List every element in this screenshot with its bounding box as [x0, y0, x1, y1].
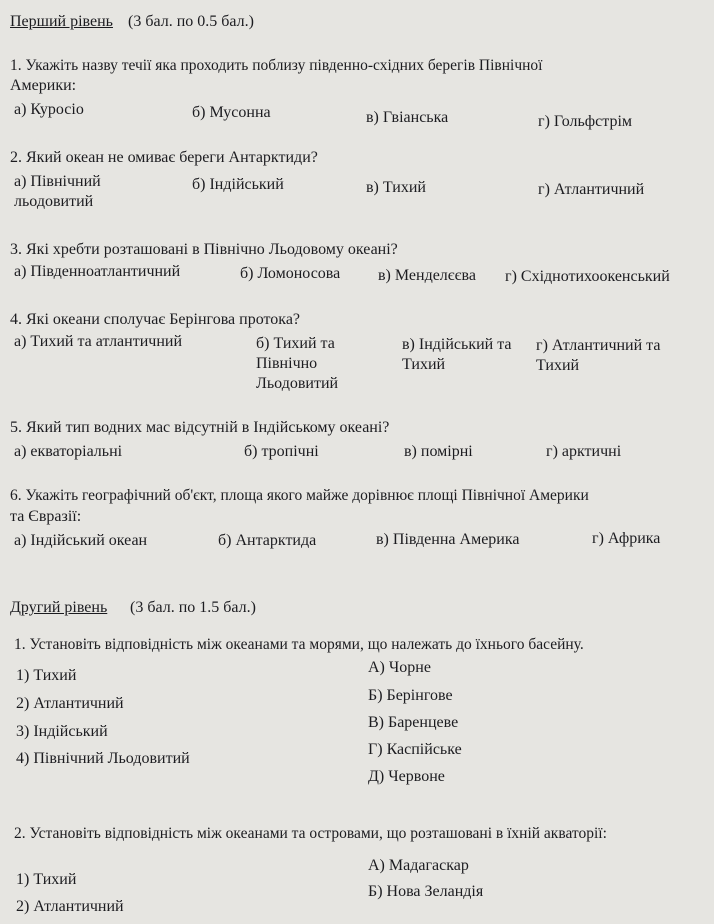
q3-option-b: б) Ломоносова: [240, 265, 341, 282]
q2-option-a-cont: льодовитий: [14, 193, 94, 210]
q4-option-b-cont2: Льодовитий: [256, 375, 339, 392]
l2-q1-left-3: 3) Індійський: [16, 723, 108, 740]
q6-option-b: б) Антарктида: [218, 532, 317, 549]
level2-points: (3 бал. по 1.5 бал.): [130, 599, 256, 616]
q4-option-c-cont: Тихий: [402, 356, 446, 373]
q3-option-a: а) Південноатлантичний: [14, 263, 181, 280]
q1-text-line2: Америки:: [10, 77, 77, 94]
l2-q1-right-b: Б) Берінгове: [368, 687, 453, 704]
l2-q1-right-c: В) Баренцеве: [368, 714, 459, 731]
l2-q2-right-a: А) Мадагаскар: [368, 857, 469, 874]
q3-text: 3. Які хребти розташовані в Північно Льодовому океані?: [10, 241, 398, 258]
l2-q2-left-1: 1) Тихий: [16, 871, 77, 888]
q6-text-line1: 6. Укажіть географічний об'єкт, площа якого майже дорівнює площі Північної Америки: [10, 487, 589, 504]
q1-option-d: г) Гольфстрім: [538, 113, 633, 130]
l2-q1-right-a: А) Чорне: [368, 659, 431, 676]
l2-q2-text: 2. Установіть відповідність між океанами та островами, що розташовані в їхній акваторії:: [14, 825, 607, 842]
q3-option-c: в) Менделєєва: [378, 267, 476, 284]
q4-option-a: а) Тихий та атлантичний: [14, 333, 182, 350]
l2-q1-left-4: 4) Північний Льодовитий: [16, 750, 190, 767]
q5-text: 5. Який тип водних мас відсутній в Індійському океані?: [10, 419, 390, 436]
q5-option-c: в) помірні: [404, 443, 473, 460]
q4-option-b-cont1: Північно: [256, 355, 318, 372]
q6-option-a: а) Індійський океан: [14, 532, 148, 549]
q6-option-c: в) Південна Америка: [376, 531, 520, 548]
l2-q2-right-b: Б) Нова Зеландія: [368, 883, 484, 900]
level1-points: (3 бал. по 0.5 бал.): [128, 13, 254, 30]
q5-option-d: г) арктичні: [546, 443, 622, 460]
q2-option-b: б) Індійський: [192, 176, 284, 193]
l2-q1-text: 1. Установіть відповідність між океанами та морями, що належать до їхнього басейну.: [14, 636, 584, 653]
level1-title: Перший рівень: [10, 13, 113, 30]
q2-option-a: а) Північний: [14, 173, 101, 190]
level2-title: Другий рівень: [10, 599, 108, 616]
q1-option-c: в) Гвіанська: [366, 109, 449, 126]
q2-option-c: в) Тихий: [366, 179, 426, 196]
q2-text: 2. Який океан не омиває береги Антарктиди?: [10, 149, 318, 166]
q1-option-b: б) Мусонна: [192, 104, 271, 121]
q4-option-d-cont: Тихий: [536, 357, 580, 374]
q6-option-d: г) Африка: [592, 530, 661, 547]
q2-option-d: г) Атлантичний: [538, 181, 645, 198]
q5-option-b: б) тропічні: [244, 443, 319, 460]
q4-option-d: г) Атлантичний та: [536, 337, 661, 354]
q4-option-b: б) Тихий та: [256, 335, 335, 352]
l2-q2-left-2: 2) Атлантичний: [16, 898, 124, 915]
q4-option-c: в) Індійський та: [402, 336, 512, 353]
q6-text-line2: та Євразії:: [10, 508, 82, 525]
q3-option-d: г) Східнотихоокенський: [505, 268, 670, 285]
q5-option-a: а) екваторіальні: [14, 443, 123, 460]
l2-q1-right-d: Г) Каспійське: [368, 741, 462, 758]
l2-q1-left-2: 2) Атлантичний: [16, 695, 124, 712]
l2-q1-right-e: Д) Червоне: [368, 768, 445, 785]
q1-text-line1: 1. Укажіть назву течії яка проходить поблизу південно-східних берегів Північної: [10, 57, 543, 74]
q4-text: 4. Які океани сполучає Берінгова протока?: [10, 311, 301, 328]
l2-q1-left-1: 1) Тихий: [16, 667, 77, 684]
q1-option-a: а) Куросіо: [14, 101, 84, 118]
